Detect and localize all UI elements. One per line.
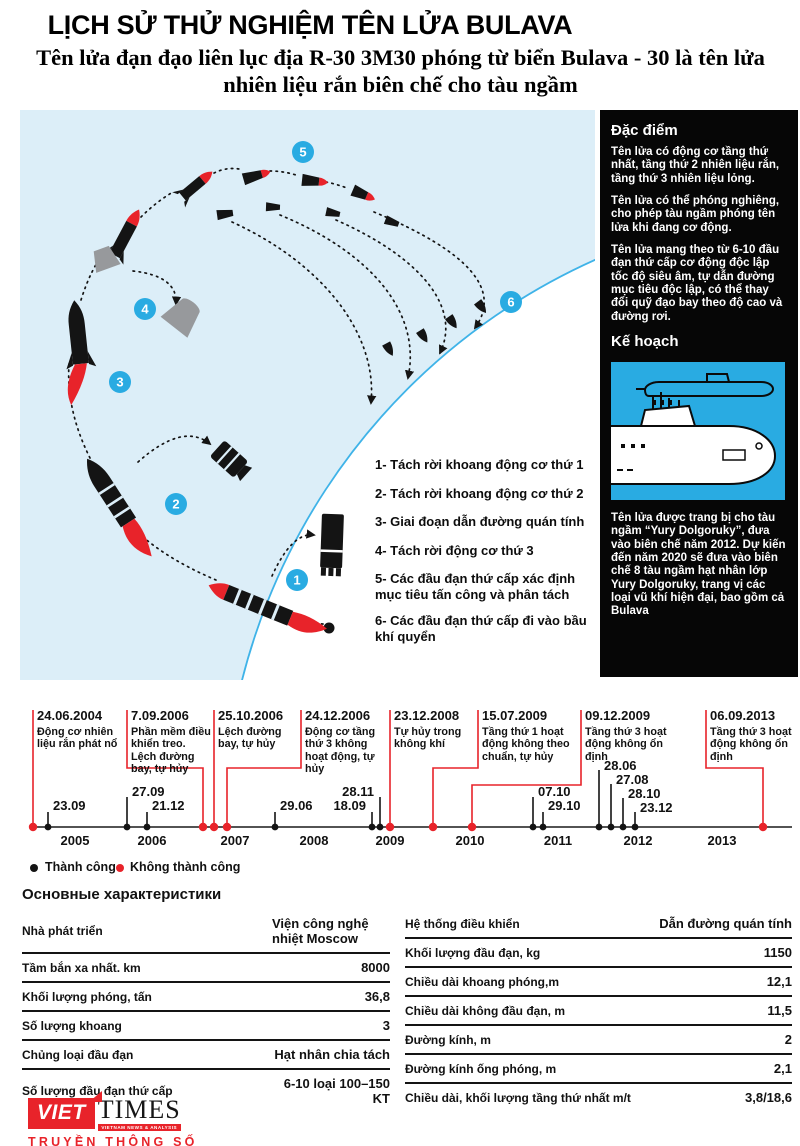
year-label: 2008 xyxy=(299,833,329,848)
spec-row xyxy=(22,953,390,982)
features-heading: Đặc điểm xyxy=(611,122,678,139)
spec-row xyxy=(22,910,390,953)
failure-date: 24.06.2004 xyxy=(37,708,103,723)
failure-desc: Lệch đường bay, tự hủy xyxy=(218,726,282,751)
failure-desc: Tầng thứ 3 hoạt động không ổn định xyxy=(710,726,792,763)
spec-label: Khối lượng đầu đạn, kg xyxy=(405,945,541,960)
failure-desc: Phần mềm điều khiển treo. Lệch đường bay, tự hủy xyxy=(131,726,211,775)
spec-value: 6-10 loại 100–150 KT xyxy=(283,1076,390,1106)
failure-desc: Tầng thứ 1 hoạt động không theo chuẩn, tự hủy xyxy=(482,726,570,763)
spec-label: Số lượng đầu đạn thứ cấp xyxy=(22,1084,173,1098)
failure-desc: Tầng thứ 3 hoạt động không ổn định xyxy=(585,726,667,763)
spec-value: 36,8 xyxy=(364,989,390,1004)
viettimes-logo xyxy=(28,1095,198,1146)
test-timeline xyxy=(0,700,800,886)
stage-label-2: 2- Tách rời khoang động cơ thứ 2 xyxy=(375,486,584,501)
spec-label: Chủng loại đầu đạn xyxy=(22,1047,134,1062)
spec-value: 3,8/18,6 xyxy=(745,1090,792,1105)
logo-ribbon-fold-icon xyxy=(89,1091,102,1102)
spec-value: 2 xyxy=(784,1032,792,1047)
failure-event xyxy=(394,708,478,751)
failure-desc: Động cơ nhiên liệu rắn phát nổ xyxy=(37,726,118,751)
success-date: 27.09 xyxy=(132,784,165,799)
feature-paragraph-1: Tên lửa có động cơ tầng thứ nhất, tầng thứ 2 nhiên liệu rắn, tầng thứ 3 nhiên liệu lỏng. xyxy=(611,146,780,185)
year-label: 2006 xyxy=(137,833,167,848)
failure-event xyxy=(37,708,123,751)
success-date: 23.09 xyxy=(53,798,86,813)
stage-label-1: 1- Tách rời khoang động cơ thứ 1 xyxy=(375,457,584,472)
failure-event xyxy=(482,708,572,763)
separated-stage-1-canister xyxy=(320,514,344,577)
feature-paragraph-3: Tên lửa mang theo từ 6-10 đầu đạn thứ cấp cơ động độc lập tốc độ siêu âm, tự dẫn đường mục tiêu độc lập, có thể thay đổi quỹ đạo bay theo độ cao và đường rơi. xyxy=(611,243,783,323)
success-date: 29.06 xyxy=(280,798,313,813)
trajectory-diagram xyxy=(20,110,595,680)
spec-label: Chiều dài, khối lượng tầng thứ nhất m/t xyxy=(405,1090,631,1105)
spec-value: 11,5 xyxy=(767,1003,792,1018)
success-date: 18.09 xyxy=(333,798,366,813)
timeline-legend xyxy=(0,859,400,877)
success-date: 28.11 xyxy=(342,784,374,799)
year-label: 2009 xyxy=(375,833,405,848)
spec-value: 3 xyxy=(382,1018,390,1033)
failure-event xyxy=(305,708,387,775)
plan-heading: Kế hoạch xyxy=(611,332,679,350)
failure-date: 24.12.2006 xyxy=(305,708,371,723)
badge-3-number: 3 xyxy=(116,374,124,390)
feature-paragraph-2: Tên lửa có thể phóng nghiêng, cho phép tàu ngầm phóng tên lửa khi đang cơ động. xyxy=(611,194,780,234)
specs-table-right xyxy=(405,910,792,1111)
spec-label: Đường kính ống phóng, m xyxy=(405,1061,557,1076)
stage-label-5: 5- Các đầu đạn thứ cấp xác định mục tiêu tấn công và phân tách xyxy=(375,571,576,603)
spec-row xyxy=(405,967,792,996)
stage-label-4: 4- Tách rời động cơ thứ 3 xyxy=(375,543,534,558)
year-label: 2005 xyxy=(60,833,90,848)
spec-label: Chiều dài khoang phóng,m xyxy=(405,974,559,989)
success-date: 28.10 xyxy=(628,786,661,801)
failure-date: 15.07.2009 xyxy=(482,708,548,723)
logo-viet-box xyxy=(28,1098,95,1129)
spec-label: Nhà phát triển xyxy=(22,924,103,938)
logo-division-text: TRUYỀN THÔNG SỐ xyxy=(28,1134,198,1146)
badge-1-number: 1 xyxy=(293,572,301,588)
spec-value: Dẫn đường quán tính xyxy=(659,916,792,931)
spec-row xyxy=(22,1011,390,1040)
failure-date: 23.12.2008 xyxy=(394,708,460,723)
spec-row xyxy=(405,996,792,1025)
spec-row xyxy=(22,982,390,1011)
year-label: 2012 xyxy=(623,833,653,848)
year-label: 2013 xyxy=(707,833,737,848)
failure-event xyxy=(710,708,800,763)
success-date: 23.12 xyxy=(640,800,673,815)
logo-times-wrap xyxy=(97,1095,181,1131)
page-title: LỊCH SỬ THỬ NGHIỆM TÊN LỬA BULAVA xyxy=(47,10,573,40)
failure-desc: Tự hủy trong không khí xyxy=(394,726,462,751)
spec-value: 2,1 xyxy=(773,1061,792,1076)
success-dot-icon xyxy=(30,864,38,872)
success-date: 29.10 xyxy=(548,798,581,813)
spec-value: 8000 xyxy=(361,960,390,975)
failure-event xyxy=(131,708,213,775)
success-date: 28.06 xyxy=(604,758,637,773)
success-date: 27.08 xyxy=(616,772,649,787)
failure-event xyxy=(585,708,680,763)
spec-label: Khối lượng phóng, tấn xyxy=(22,989,152,1004)
spec-row xyxy=(405,1083,792,1111)
logo-tagline: VIETNAM NEWS & ANALYSIS xyxy=(98,1124,181,1131)
specs-heading: Основные характеристики xyxy=(22,886,222,903)
failure-date: 7.09.2006 xyxy=(131,708,189,723)
page-subtitle: Tên lửa đạn đạo liên lục địa R-30 3M30 phóng từ biển Bulava - 30 là tên lửa nhiên liệu rắn biên chế cho tàu ngầm xyxy=(36,45,765,97)
year-label: 2007 xyxy=(220,833,250,848)
legend-success-label: Thành công xyxy=(45,860,116,874)
features-sidebar xyxy=(600,110,798,677)
spec-label: Hệ thống điều khiển xyxy=(405,916,520,931)
spec-value: Viện công nghệ nhiệt Moscow xyxy=(272,916,369,946)
badge-5-number: 5 xyxy=(299,144,307,160)
specs-table-left xyxy=(22,910,390,1112)
failure-desc: Động cơ tầng thứ 3 không hoạt động, tự hủy xyxy=(305,726,376,775)
spec-row xyxy=(405,910,792,938)
success-date: 07.10 xyxy=(538,784,571,799)
logo-viet-text: VIET xyxy=(37,1101,86,1124)
failure-dot-icon xyxy=(116,864,124,872)
logo-row xyxy=(28,1095,198,1131)
badge-4-number: 4 xyxy=(141,301,149,317)
spec-label: Số lượng khoang xyxy=(22,1018,122,1033)
spec-label: Tầm bắn xa nhất. km xyxy=(22,960,141,975)
stage-label-6: 6- Các đầu đạn thứ cấp đi vào bầu khí quyển xyxy=(375,613,587,645)
spec-label: Chiều dài không đầu đạn, m xyxy=(405,1003,566,1018)
stage-label-3: 3- Giai đoạn dẫn đường quán tính xyxy=(375,514,585,529)
plan-paragraph: Tên lửa được trang bị cho tàu ngầm “Yury Dolgoruky”, đưa vào biên chế năm 2012. Dự kiến đến năm 2020 sẽ đưa vào biên chế 8 tàu ngầm hạt nhân lớp Yury Dolgoruky, trang vị các loại vũ khí hiện đại, bao gồm cả Bulava xyxy=(611,511,786,618)
spec-row xyxy=(405,938,792,967)
spec-row xyxy=(405,1025,792,1054)
spec-value: Hạt nhân chia tách xyxy=(274,1047,390,1062)
badge-2-number: 2 xyxy=(172,496,180,512)
spec-row xyxy=(405,1054,792,1083)
spec-value: 1150 xyxy=(763,945,792,960)
year-label: 2010 xyxy=(455,833,485,848)
spec-row xyxy=(22,1040,390,1069)
badge-6-number: 6 xyxy=(507,294,515,310)
failure-date: 25.10.2006 xyxy=(218,708,284,723)
success-date: 21.12 xyxy=(152,798,185,813)
failure-event xyxy=(218,708,298,751)
spec-value: 12,1 xyxy=(766,974,792,989)
failure-date: 09.12.2009 xyxy=(585,708,651,723)
logo-times-text: TIMES xyxy=(97,1095,181,1124)
failure-date: 06.09.2013 xyxy=(710,708,776,723)
spec-label: Đường kính, m xyxy=(405,1032,491,1047)
year-label: 2011 xyxy=(543,833,573,848)
submarine-illustration xyxy=(611,362,785,500)
legend-failure-label: Không thành công xyxy=(130,860,241,874)
